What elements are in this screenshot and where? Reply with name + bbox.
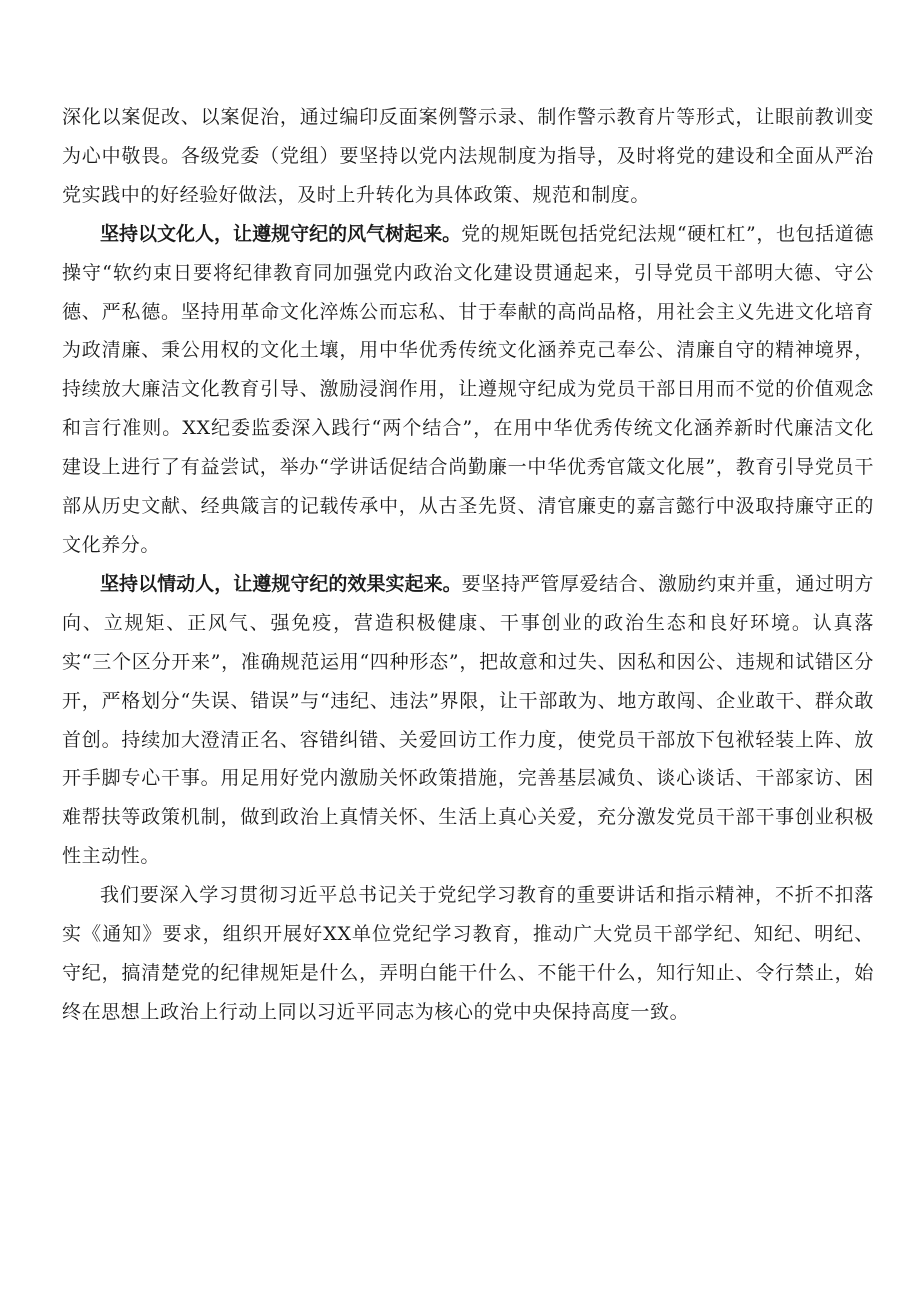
paragraph-body: 深化以案促改、以案促治，通过编印反面案例警示录、制作警示教育片等形式，让眼前教训变为心中敬畏。各级党委（党组）要坚持以党内法规制度为指导，及时将党的建设和全面从严治党实践中的好经验好做法，及时上升转化为具体政策、规范和制度。: [62, 106, 874, 206]
paragraph-lead-sentence: 坚持以文化人，让遵规守纪的风气树起来。: [100, 222, 462, 245]
paragraph-conclusion: [62, 876, 874, 1032]
paragraph-culture: [62, 215, 874, 565]
paragraph-body: 我们要深入学习贯彻习近平总书记关于党纪学习教育的重要讲话和指示精神，不折不扣落实《通知》要求，组织开展好XX单位党纪学习教育，推动广大党员干部学纪、知纪、明纪、守纪，搞清楚党的纪律规矩是什么，弄明白能干什么、不能干什么，知行知止、令行禁止，始终在思想上政治上行动上同以习近平同志为核心的党中央保持高度一致。: [62, 884, 874, 1023]
paragraph-continuation: [62, 98, 874, 215]
paragraph-lead-sentence: 坚持以情动人，让遵规守纪的效果实起来。: [100, 572, 462, 595]
paragraph-body: 要坚持严管厚爱结合、激励约束并重，通过明方向、立规矩、正风气、强免疫，营造积极健康、干事创业的政治生态和良好环境。认真落实“三个区分开来”，准确规范运用“四种形态”，把故意和过失、因私和因公、违规和试错区分开，严格划分“失误、错误”与“违纪、违法”界限，让干部敢为、地方敢闯、企业敢干、群众敢首创。持续加大澄清正名、容错纠错、关爱回访工作力度，使党员干部放下包袱轻装上阵、放开手脚专心干事。用足用好党内激励关怀政策措施，完善基层减负、谈心谈话、干部家访、困难帮扶等政策机制，做到政治上真情关怀、生活上真心关爱，充分激发党员干部干事创业积极性主动性。: [62, 572, 874, 868]
paragraph-emotion: [62, 565, 874, 876]
paragraph-body: 党的规矩既包括党纪法规“硬杠杠”，也包括道德操守“软约束日要将纪律教育同加强党内政治文化建设贯通起来，引导党员干部明大德、守公德、严私德。坚持用革命文化淬炼公而忘私、甘于奉献的高尚品格，用社会主义先进文化培育为政清廉、秉公用权的文化土壤，用中华优秀传统文化涵养克己奉公、清廉自守的精神境界，持续放大廉洁文化教育引导、激励浸润作用，让遵规守纪成为党员干部日用而不觉的价值观念和言行准则。XX纪委监委深入践行“两个结合”，在用中华优秀传统文化涵养新时代廉洁文化建设上进行了有益尝试，举办“学讲话促结合尚勤廉一中华优秀官箴文化展”，教育引导党员干部从历史文献、经典箴言的记载传承中，从古圣先贤、清官廉吏的嘉言懿行中汲取持廉守正的文化养分。: [62, 222, 874, 556]
